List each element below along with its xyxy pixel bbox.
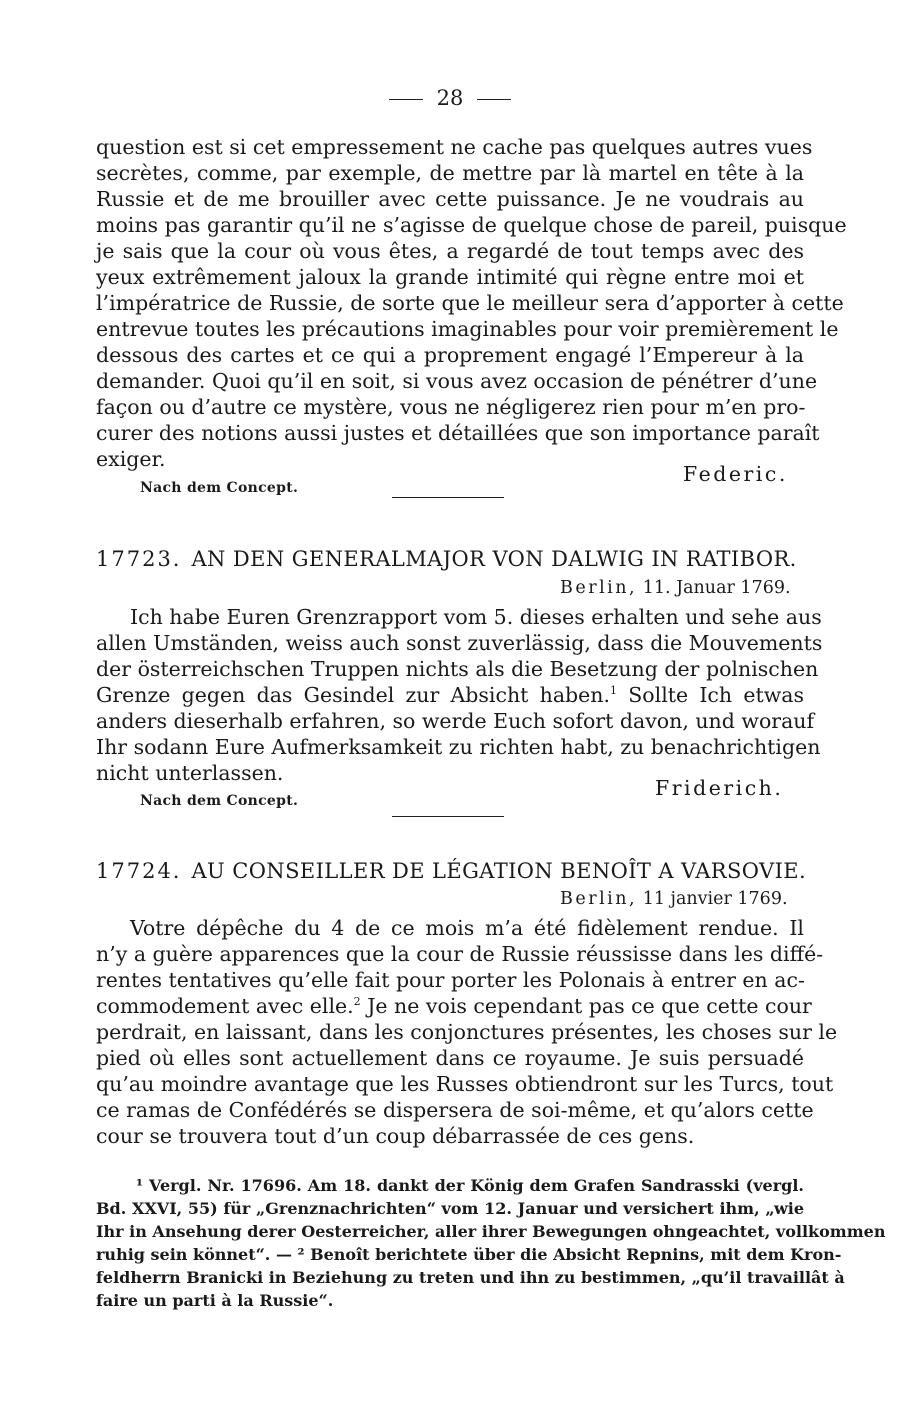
source-note: Nach dem Concept.: [140, 480, 299, 496]
footnote-line: ruhig sein könnet“. — ² Benoît berichtete über die Absicht Repnins, mit dem Kron-: [96, 1245, 842, 1264]
text-line: Russie et de me brouiller avec cette puissance. Je ne voudrais au: [96, 187, 804, 211]
text-line: dessous des cartes et ce qui a proprement engagé l’Empereur à la: [96, 343, 804, 367]
footnote-line: ¹ Vergl. Nr. 17696. Am 18. dankt der König dem Grafen Sandrasski (vergl.: [136, 1176, 804, 1195]
footnote-ref: 2: [353, 995, 361, 1009]
section-divider: [392, 497, 504, 498]
text-line: allen Umständen, weiss auch sonst zuverlässig, dass die Mouvements: [96, 631, 823, 655]
section-divider: [392, 816, 504, 817]
text-line: der österreichschen Truppen nichts als die Besetzung der polnischen: [96, 657, 819, 681]
text-line: rentes tentatives qu’elle fait pour porter les Polonais à entrer en ac-: [96, 968, 805, 992]
text-line: Ich habe Euren Grenzrapport vom 5. dieses erhalten und sehe aus: [130, 605, 822, 629]
letter-number: 17724.: [96, 859, 182, 883]
text-line: cour se trouvera tout d’un coup débarrassée de ces gens.: [96, 1124, 695, 1148]
text-line: je sais que la cour où vous êtes, a regardé de tout temps avec des: [96, 239, 804, 263]
page-number-dash-right: [477, 99, 511, 100]
text-line: secrètes, comme, par exemple, de mettre par là martel en tête à la: [96, 161, 804, 185]
source-note: Nach dem Concept.: [140, 793, 299, 809]
text-line: ce ramas de Confédérés se dispersera de soi-même, et qu’alors cette: [96, 1098, 814, 1122]
text-line: nicht unterlassen.: [96, 761, 284, 785]
footnote-line: Bd. XXVI, 55) für „Grenznachrichten“ vom 12. Januar und versichert ihm, „wie: [96, 1199, 804, 1218]
text-line: qu’au moindre avantage que les Russes obtiendront sur les Turcs, tout: [96, 1072, 834, 1096]
letter-body-17724: [96, 915, 838, 1149]
footnote-line: feldherrn Branicki in Beziehung zu treten und ihn zu bestimmen, „qu’il travaillât à: [96, 1268, 845, 1287]
footnote-line: Ihr in Ansehung derer Oesterreicher, aller ihrer Bewegungen ohngeachtet, vollkommen: [96, 1222, 886, 1241]
letter-continuation-body: [96, 134, 847, 472]
text-line: exiger.: [96, 447, 166, 471]
letter-title: AU CONSEILLER DE LÉGATION BENOÎT A VARSOVIE.: [191, 859, 807, 883]
text-line: entrevue toutes les précautions imaginables pour voir premièrement le: [96, 317, 839, 341]
text-line: perdrait, en laissant, dans les conjonctures présentes, les choses sur le: [96, 1020, 838, 1044]
text-line: l’impératrice de Russie, de sorte que le meilleur sera d’apporter à cette: [96, 291, 844, 315]
letter-heading-17723: [96, 547, 797, 571]
text-line: commodement avec elle.$^2$ Je ne vois cependant pas ce que cette cour: [96, 994, 812, 1018]
page-number-dash-left: [389, 99, 423, 100]
signature-federic: Federic.: [683, 462, 788, 486]
text-line: anders dieserhalb erfahren, so werde Euch sofort davon, und worauf: [96, 709, 815, 733]
footnote-line: faire un parti à la Russie“.: [96, 1291, 334, 1310]
text-line: n’y a guère apparences que la cour de Russie réussisse dans les diffé-: [96, 942, 824, 966]
text-line: yeux extrêmement jaloux la grande intimité qui règne entre moi et: [96, 265, 804, 289]
letter-title: AN DEN GENERALMAJOR VON DALWIG IN RATIBOR.: [191, 547, 797, 571]
letter-number: 17723.: [96, 547, 182, 571]
dateline: Berlin, 11. Januar 1769.: [560, 578, 791, 598]
letter-body-17723: [96, 604, 823, 786]
text-line: question est si cet empressement ne cache pas quelques autres vues: [96, 135, 813, 159]
signature-friderich: Friderich.: [655, 776, 784, 800]
text-line: demander. Quoi qu’il en soit, si vous avez occasion de pénétrer d’une: [96, 369, 818, 393]
text-line: moins pas garantir qu’il ne s’agisse de quelque chose de pareil, puisque: [96, 213, 847, 237]
letter-heading-17724: [96, 859, 806, 883]
text-line: Grenze gegen das Gesindel zur Absicht haben.$^1$ Sollte Ich etwas: [96, 683, 804, 707]
text-line: Ihr sodann Eure Aufmerksamkeit zu richten habt, zu benachrichtigen: [96, 735, 821, 759]
text-line: façon ou d’autre ce mystère, vous ne négligerez rien pour m’en pro-: [96, 395, 806, 419]
footnote-ref: 1: [610, 684, 618, 698]
text-line: curer des notions aussi justes et détaillées que son importance paraît: [96, 421, 820, 445]
text-line: pied où elles sont actuellement dans ce royaume. Je suis persuadé: [96, 1046, 804, 1070]
dateline: Berlin, 11 janvier 1769.: [560, 889, 788, 909]
text-line: Votre dépêche du 4 de ce mois m’a été fidèlement rendue. Il: [130, 916, 804, 940]
page-number: 28: [0, 86, 900, 110]
footnotes: [96, 1174, 886, 1312]
